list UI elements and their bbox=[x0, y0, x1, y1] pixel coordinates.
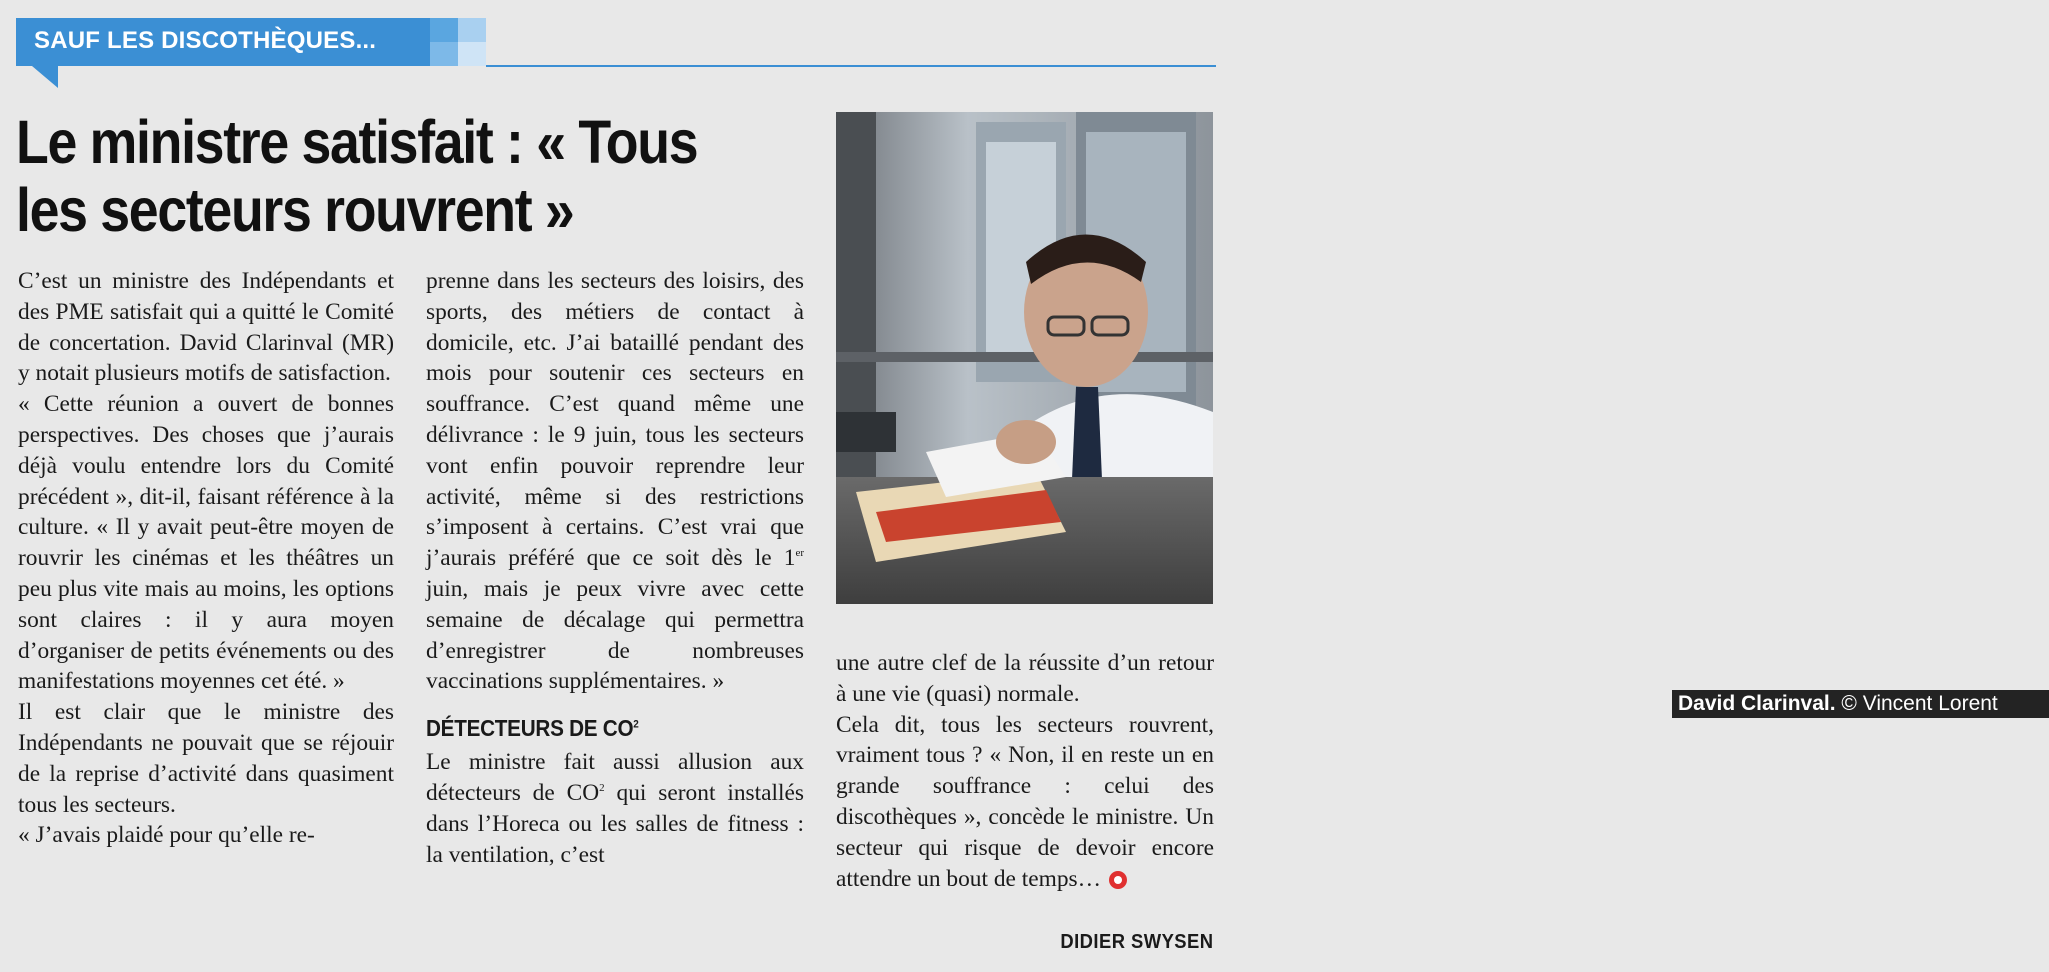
paragraph: Il est clair que le ministre des Indépendants ne pouvait que se réjouir de la reprise d’activité dans quasiment tous les secteurs. bbox=[18, 699, 394, 818]
kicker-decoration bbox=[430, 42, 458, 66]
byline: DIDIER SWYSEN bbox=[1060, 931, 1214, 953]
paragraph: C’est un ministre des Indépendants et des PME satisfait qui a quitté le Comité de concertation. David Clarinval (MR) y notait plusieurs motifs de satisfaction. bbox=[18, 268, 394, 387]
headline: Le ministre satisfait : « Tous les secteurs rouvrent » bbox=[16, 108, 698, 244]
caption-credit: © Vincent Lorent bbox=[1841, 692, 1998, 715]
paragraph-text: Cela dit, tous les secteurs rouvrent, vraiment tous ? « Non, il en reste un en grande souffrance : celui des discothèques », concède le ministre. Un secteur qui risque de devoir encore attendre un bout de temps… bbox=[836, 711, 1214, 892]
kicker-decoration bbox=[458, 18, 486, 42]
paragraph-text: juin, mais je peux vivre avec cette semaine de décalage qui permettra d’enregistrer de nombreuses vaccinations supplémentaires. » bbox=[426, 575, 804, 695]
kicker-decoration bbox=[458, 42, 486, 66]
kicker-banner bbox=[16, 18, 486, 66]
paragraph: « J’avais plaidé pour qu’elle re- bbox=[18, 822, 315, 849]
paragraph: une autre clef de la réussite d’un retour à une vie (quasi) normale. bbox=[836, 650, 1214, 707]
superscript: er bbox=[795, 547, 804, 560]
paragraph bbox=[426, 266, 804, 697]
paragraph bbox=[836, 710, 1214, 895]
subheading-text: DÉTECTEURS DE CO bbox=[426, 715, 634, 742]
subheading bbox=[426, 713, 766, 743]
kicker-label: SAUF LES DISCOTHÈQUES... bbox=[34, 27, 377, 54]
paragraph-text: qui seront installés dans l’Horeca ou les salles de fitness : la ventilation, c’est bbox=[426, 779, 804, 868]
photo-illustration bbox=[836, 112, 1213, 604]
superscript: 2 bbox=[599, 782, 605, 795]
article-column-1 bbox=[18, 266, 394, 851]
photo-caption bbox=[1672, 690, 2049, 718]
paragraph bbox=[426, 747, 804, 870]
article-column-2 bbox=[426, 266, 804, 870]
paragraph-text: Le ministre fait aussi allusion aux détecteurs de CO bbox=[426, 749, 804, 806]
paragraph-text: prenne dans les secteurs des loisirs, des sports, des métiers de contact à domicile, etc. J’ai bataillé pendant des mois pour soutenir ces secteurs en souffrance. C’est quand même une délivrance : le 9 juin, tous les secteurs vont enfin pouvoir reprendre leur activité, même si des restrictions s’imposent à certains. C’est vrai que j’aurais préféré que ce soit dès le 1 bbox=[426, 268, 804, 572]
caption-name: David Clarinval. bbox=[1678, 692, 1836, 715]
superscript: 2 bbox=[633, 718, 639, 731]
article-column-3 bbox=[836, 648, 1214, 894]
kicker-tail bbox=[32, 66, 58, 88]
kicker-decoration bbox=[430, 18, 458, 42]
paragraph: « Cette réunion a ouvert de bonnes perspectives. Des choses que j’aurais déjà voulu entendre lors du Comité précédent », dit-il, faisant référence à la culture. « Il y avait peut-être moyen de rouvrir les cinémas et les théâtres un peu plus vite mais au moins, les options sont claires : il y aura moyen d’organiser de petits événements ou des manifestations moyennes cet été. » bbox=[18, 391, 394, 695]
end-of-article-icon bbox=[1109, 871, 1127, 889]
section-rule bbox=[486, 65, 1216, 67]
